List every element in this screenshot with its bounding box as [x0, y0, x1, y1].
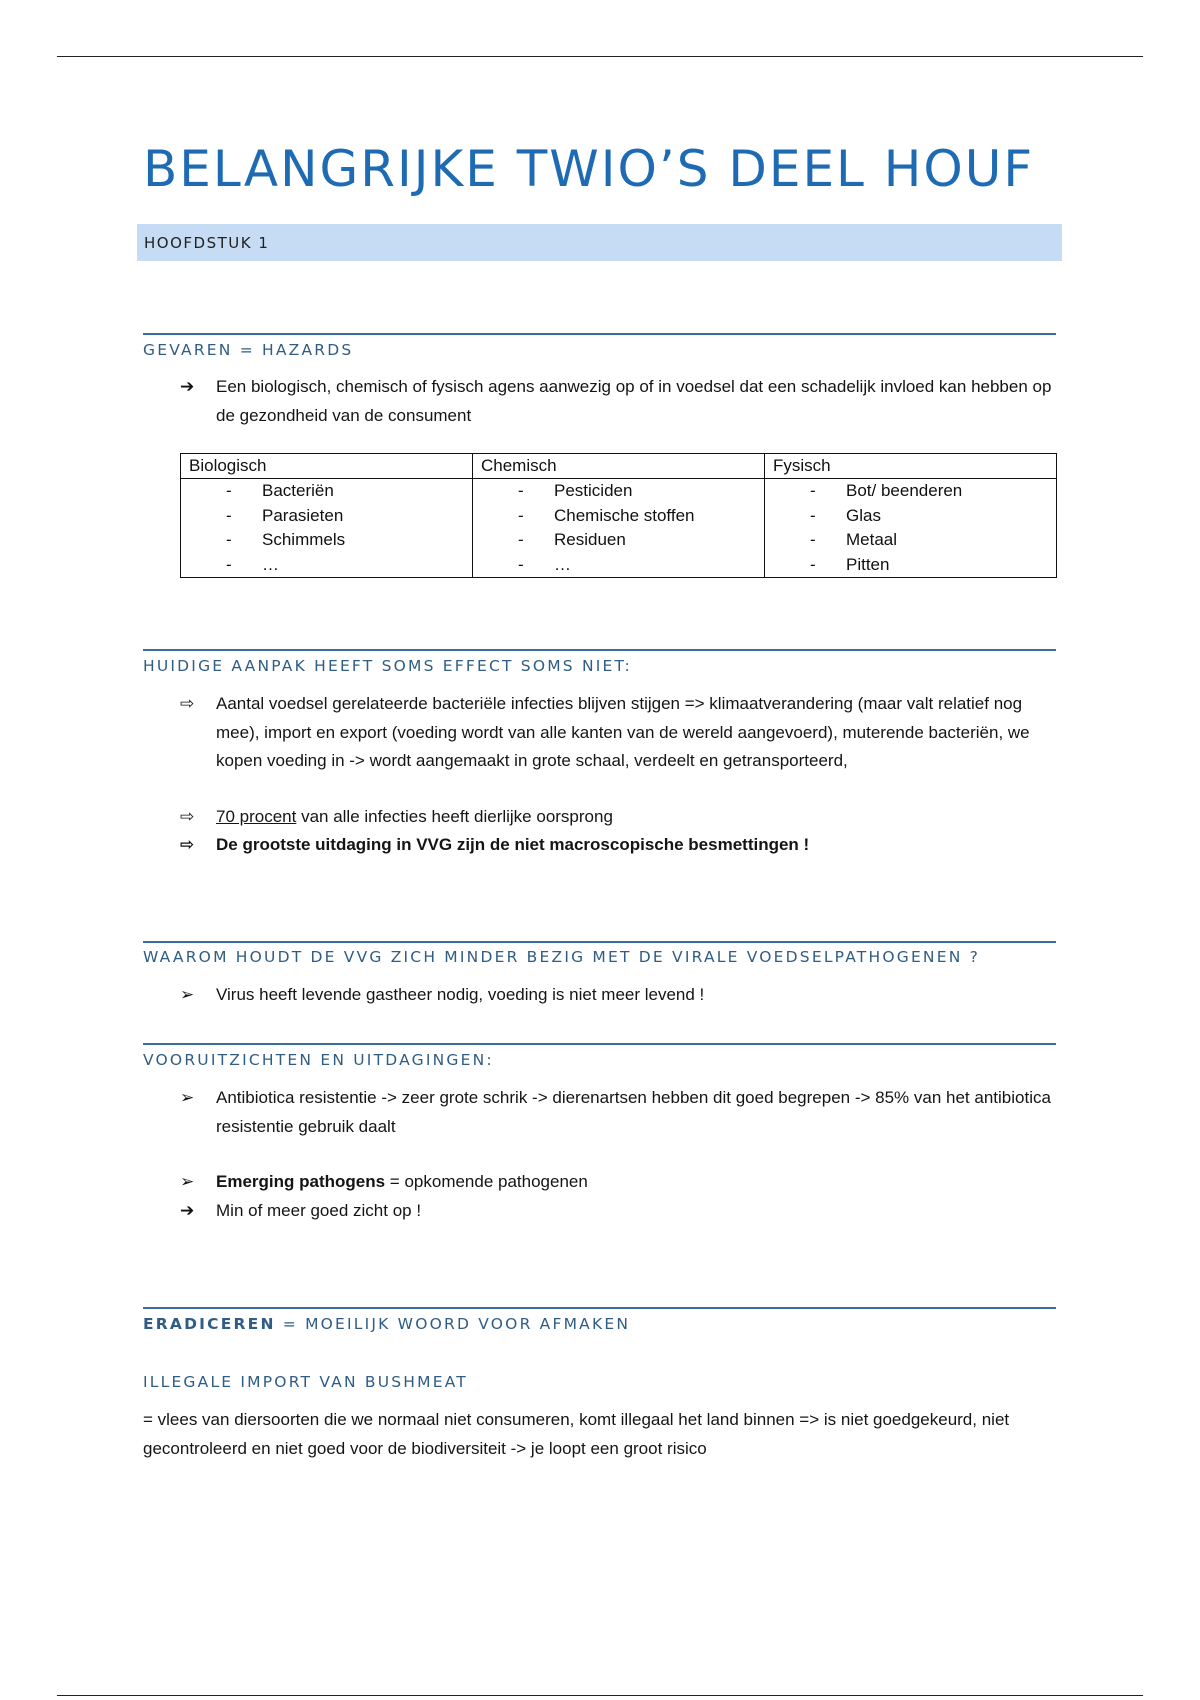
page-top-rule: [57, 56, 1143, 57]
section-heading-viral: WAAROM HOUDT DE VVG ZICH MINDER BEZIG MET DE VIRALE VOEDSELPATHOGENEN ?: [143, 948, 981, 966]
arrowhead-bullet-icon: ➢: [180, 1088, 195, 1107]
eradiceren-term: ERADICEREN: [143, 1315, 276, 1333]
list-item: - …: [518, 554, 571, 574]
table-cell-fysisch: [765, 479, 1057, 578]
chapter-heading: HOOFDSTUK 1: [144, 234, 270, 252]
table-header-fysisch: Fysisch: [765, 454, 1057, 479]
highlight-70-procent: 70 procent: [216, 807, 297, 826]
section-divider: [143, 333, 1056, 335]
outlook-point-1: Antibiotica resistentie -> zeer grote schrik -> dierenartsen hebben dit goed begrepen -> 85% van het antibiotica resistentie gebruik daalt: [216, 1088, 1051, 1136]
section-divider: [143, 1307, 1056, 1309]
list-item: - Chemische stoffen: [518, 505, 695, 525]
section-heading-eradicate: ERADICEREN = MOEILIJK WOORD VOOR AFMAKEN: [143, 1315, 631, 1333]
arrowhead-bullet-icon: ➢: [180, 985, 195, 1004]
section-divider: [143, 941, 1056, 943]
hazards-table: [180, 453, 1057, 578]
emerging-pathogens-term: Emerging pathogens: [216, 1172, 386, 1191]
chapter-heading-bar: [137, 224, 1062, 261]
outlook-point-2: Emerging pathogens = opkomende pathogenen: [216, 1172, 588, 1191]
approach-point-1: Aantal voedsel gerelateerde bacteriële infecties blijven stijgen => klimaatverandering (maar valt relatief nog mee), import en export (voeding wordt van alle kanten van de wereld aangevoerd), muterende bacteriën, we kopen voeding in -> wordt aangemaakt in grote schaal, verdeelt en getransporteerd,: [216, 694, 1030, 770]
outline-arrow-bullet-icon: ⇨: [180, 694, 195, 713]
table-cell-biologisch: [181, 479, 473, 578]
list-item: - Bot/ beenderen: [810, 481, 963, 500]
document-title: BELANGRIJKE TWIO’S DEEL HOUF: [143, 140, 1035, 198]
list-item: - Bacteriën: [226, 481, 334, 500]
section-heading-outlook: VOORUITZICHTEN EN UITDAGINGEN:: [143, 1051, 494, 1069]
list-item: - Metaal: [810, 530, 898, 549]
section-heading-hazards: GEVAREN = HAZARDS: [143, 341, 354, 359]
page-bottom-rule: [57, 1695, 1143, 1696]
table-header-row: [181, 454, 1057, 479]
outlook-point-3: Min of meer goed zicht op !: [216, 1201, 422, 1220]
subheading-bushmeat: ILLEGALE IMPORT VAN BUSHMEAT: [143, 1373, 468, 1391]
outline-arrow-bullet-icon: ⇨: [180, 807, 195, 826]
arrow-bullet-icon: ➔: [180, 377, 195, 396]
arrow-bullet-icon: ➔: [180, 1201, 195, 1220]
list-item: - Parasieten: [226, 505, 344, 525]
viral-point: Virus heeft levende gastheer nodig, voeding is niet meer levend !: [216, 985, 705, 1004]
table-header-biologisch: Biologisch: [181, 454, 473, 479]
list-item: - …: [226, 554, 279, 574]
arrowhead-bullet-icon: ➢: [180, 1172, 195, 1191]
list-item: - Pitten: [810, 554, 890, 574]
list-item: - Pesticiden: [518, 481, 633, 500]
table-header-chemisch: Chemisch: [473, 454, 765, 479]
approach-point-2: 70 procent van alle infecties heeft dierlijke oorsprong: [216, 807, 613, 826]
section-divider: [143, 649, 1056, 651]
table-row: [181, 479, 1057, 578]
list-item: - Residuen: [518, 530, 626, 549]
list-item: - Schimmels: [226, 530, 346, 549]
hazards-definition: Een biologisch, chemisch of fysisch agens aanwezig op of in voedsel dat een schadelijk invloed kan hebben op de gezondheid van de consument: [216, 377, 1052, 425]
section-heading-approach: HUIDIGE AANPAK HEEFT SOMS EFFECT SOMS NIET:: [143, 657, 632, 675]
approach-point-3: De grootste uitdaging in VVG zijn de niet macroscopische besmettingen !: [216, 835, 810, 854]
bushmeat-paragraph: = vlees van diersoorten die we normaal niet consumeren, komt illegaal het land binnen => is niet goedgekeurd, niet gecontroleerd en niet goed voor de biodiversiteit -> je loopt een groot risico: [143, 1410, 1010, 1458]
bold-outline-arrow-bullet-icon: ⇨: [180, 835, 195, 854]
list-item: - Glas: [810, 505, 881, 525]
section-divider: [143, 1043, 1056, 1045]
table-cell-chemisch: [473, 479, 765, 578]
